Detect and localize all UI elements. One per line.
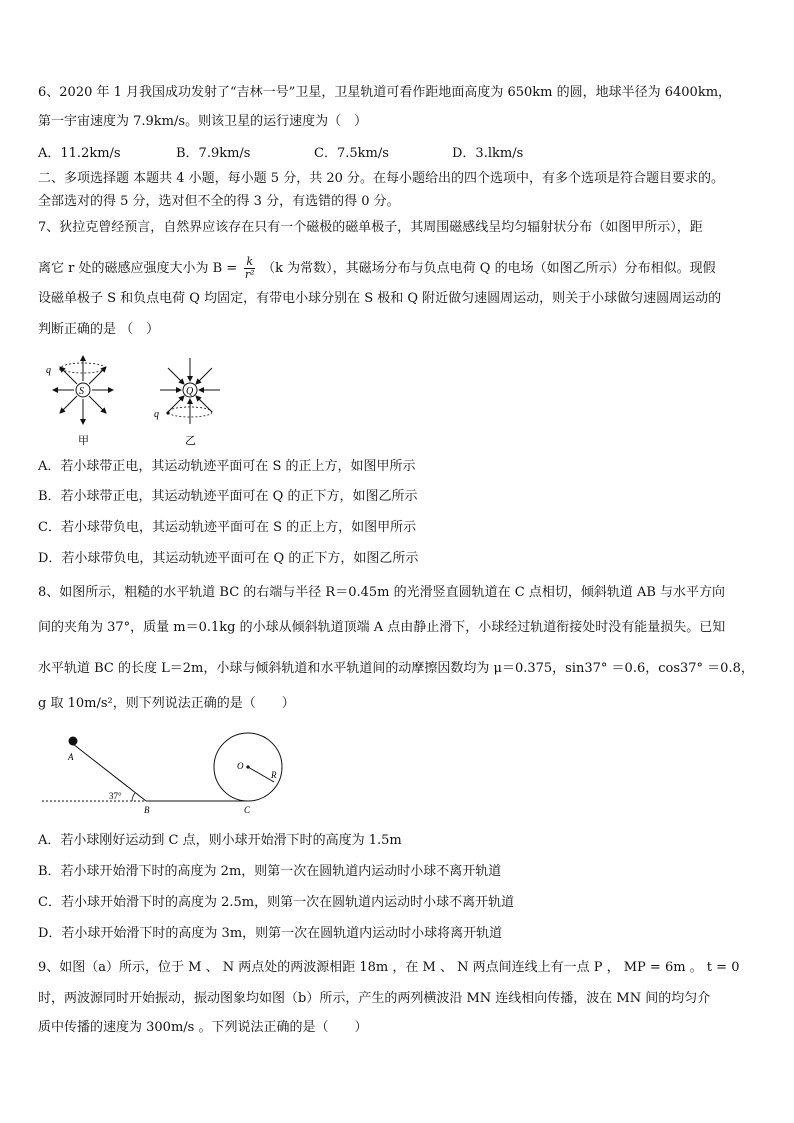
q8-option-c: C．若小球开始滑下时的高度为 2.5m，则第一次在圆轨道内运动时小球不离开轨道 — [38, 895, 515, 910]
q7-figure-svg — [36, 346, 248, 448]
q7-line2-pre: 离它 r 处的磁感应强度大小为 B = — [38, 261, 238, 276]
label-q-yi: q — [154, 409, 159, 420]
label-C: C — [244, 805, 251, 815]
q8-figure-svg — [36, 730, 296, 820]
q9-line3: 质中传播的速度为 300m/s 。下列说法正确的是（ ） — [38, 1020, 368, 1035]
q7-line1: 7、狄拉克曾经预言，自然界应该存在只有一个磁极的磁单极子，其周围磁感线呈均匀辐射状分布（如图甲所示），距 — [38, 220, 703, 235]
section2-line1: 二、多项选择题 本题共 4 小题，每小题 5 分，共 20 分。在每小题给出的四个选项中，有多个选项是符合题目要求的。 — [38, 171, 725, 186]
label-yi: 乙 — [185, 435, 196, 447]
q7-formula-den: r² — [244, 268, 255, 281]
q8-figure — [36, 730, 296, 824]
q6-line1: 6、2020 年 1 月我国成功发射了“吉林一号”卫星，卫星轨道可看作距地面高度为 650km 的圆，地球半径为 6400km， — [38, 85, 732, 100]
figure-yi-field — [154, 358, 220, 447]
q7-line4: 判断正确的是 （ ） — [38, 322, 160, 337]
label-q-jia: q — [46, 365, 51, 376]
label-s: S — [79, 386, 84, 397]
label-A: A — [68, 752, 74, 762]
q7-line2 — [38, 256, 716, 281]
label-jia: 甲 — [78, 435, 89, 447]
q7-line2-post: （k 为常数），其磁场分布与负点电荷 Q 的电场（如图乙所示）分布相似。现假 — [262, 261, 716, 276]
label-Q: Q — [186, 386, 194, 397]
angle-arc — [132, 793, 135, 801]
q7-option-a: A．若小球带正电，其运动轨迹平面可在 S 的正上方，如图甲所示 — [38, 459, 416, 474]
label-R: R — [271, 770, 277, 780]
q6-option-c: C．7.5km/s — [314, 146, 389, 161]
q8-line1: 8、如图所示，粗糙的水平轨道 BC 的右端与半径 R＝0.45m 的光滑竖直圆轨道在 C 点相切，倾斜轨道 AB 与水平方向 — [38, 585, 726, 600]
q6-line2: 第一宇宙速度为 7.9km/s。则该卫星的运行速度为（ ） — [38, 114, 368, 129]
q8-option-b: B．若小球开始滑下时的高度为 2m，则第一次在圆轨道内运动时小球不离开轨道 — [38, 864, 502, 879]
q7-formula — [244, 256, 255, 281]
label-angle: 37° — [109, 791, 122, 801]
q9-line2: 时，两波源同时开始振动，振动图象均如图（b）所示，产生的两列横波沿 MN 连线相向传播，波在 MN 间的均匀介 — [38, 991, 711, 1006]
q7-option-b: B．若小球带正电，其运动轨迹平面可在 Q 的正下方，如图乙所示 — [38, 489, 418, 504]
q7-formula-num: k — [246, 255, 254, 268]
q6-option-a: A．11.2km/s — [38, 146, 121, 161]
q8-option-d: D．若小球开始滑下时的高度为 3m，则第一次在圆轨道内运动时小球将离开轨道 — [38, 926, 503, 941]
q8-line2: 间的夹角为 37°，质量 m＝0.1kg 的小球从倾斜轨道顶端 A 点由静止滑下，小球经过轨道衔接处时没有能量损失。已知 — [38, 620, 726, 635]
ball-a — [69, 737, 78, 746]
q6-option-b: B．7.9km/s — [176, 146, 251, 161]
section2-line2: 全部选对的得 5 分，选对但不全的得 3 分，有选错的得 0 分。 — [38, 194, 400, 209]
q7-line3: 设磁单极子 S 和负点电荷 Q 均固定，有带电小球分别在 S 极和 Q 附近做匀速圆周运动，则关于小球做匀速圆周运动的 — [38, 291, 722, 306]
label-O: O — [237, 761, 244, 771]
q7-option-c: C．若小球带负电，其运动轨迹平面可在 S 的正上方，如图甲所示 — [38, 520, 417, 535]
figure-jia-field — [46, 356, 113, 447]
label-B: B — [144, 805, 150, 815]
charge-q-jia — [59, 367, 62, 370]
q7-figure — [36, 346, 248, 452]
q8-option-a: A．若小球刚好运动到 C 点，则小球开始滑下时的高度为 1.5m — [38, 833, 402, 848]
q8-line3: 水平轨道 BC 的长度 L＝2m，小球与倾斜轨道和水平轨道间的动摩擦因数均为 μ＝0.375，sin37° ＝0.6，cos37° ＝0.8， — [38, 661, 754, 676]
q7-option-d: D．若小球带负电，其运动轨迹平面可在 Q 的正下方，如图乙所示 — [38, 551, 419, 566]
q6-option-d: D．3.lkm/s — [452, 146, 524, 161]
charge-q-yi — [166, 411, 169, 414]
q8-line4: g 取 10m/s²，则下列说法正确的是（ ） — [38, 696, 295, 711]
q9-line1: 9、如图（a）所示，位于 M 、 N 两点处的两波源相距 18m ，在 M 、 N 两点间连线上有一点 P ， MP = 6m 。 t = 0 — [38, 960, 740, 975]
